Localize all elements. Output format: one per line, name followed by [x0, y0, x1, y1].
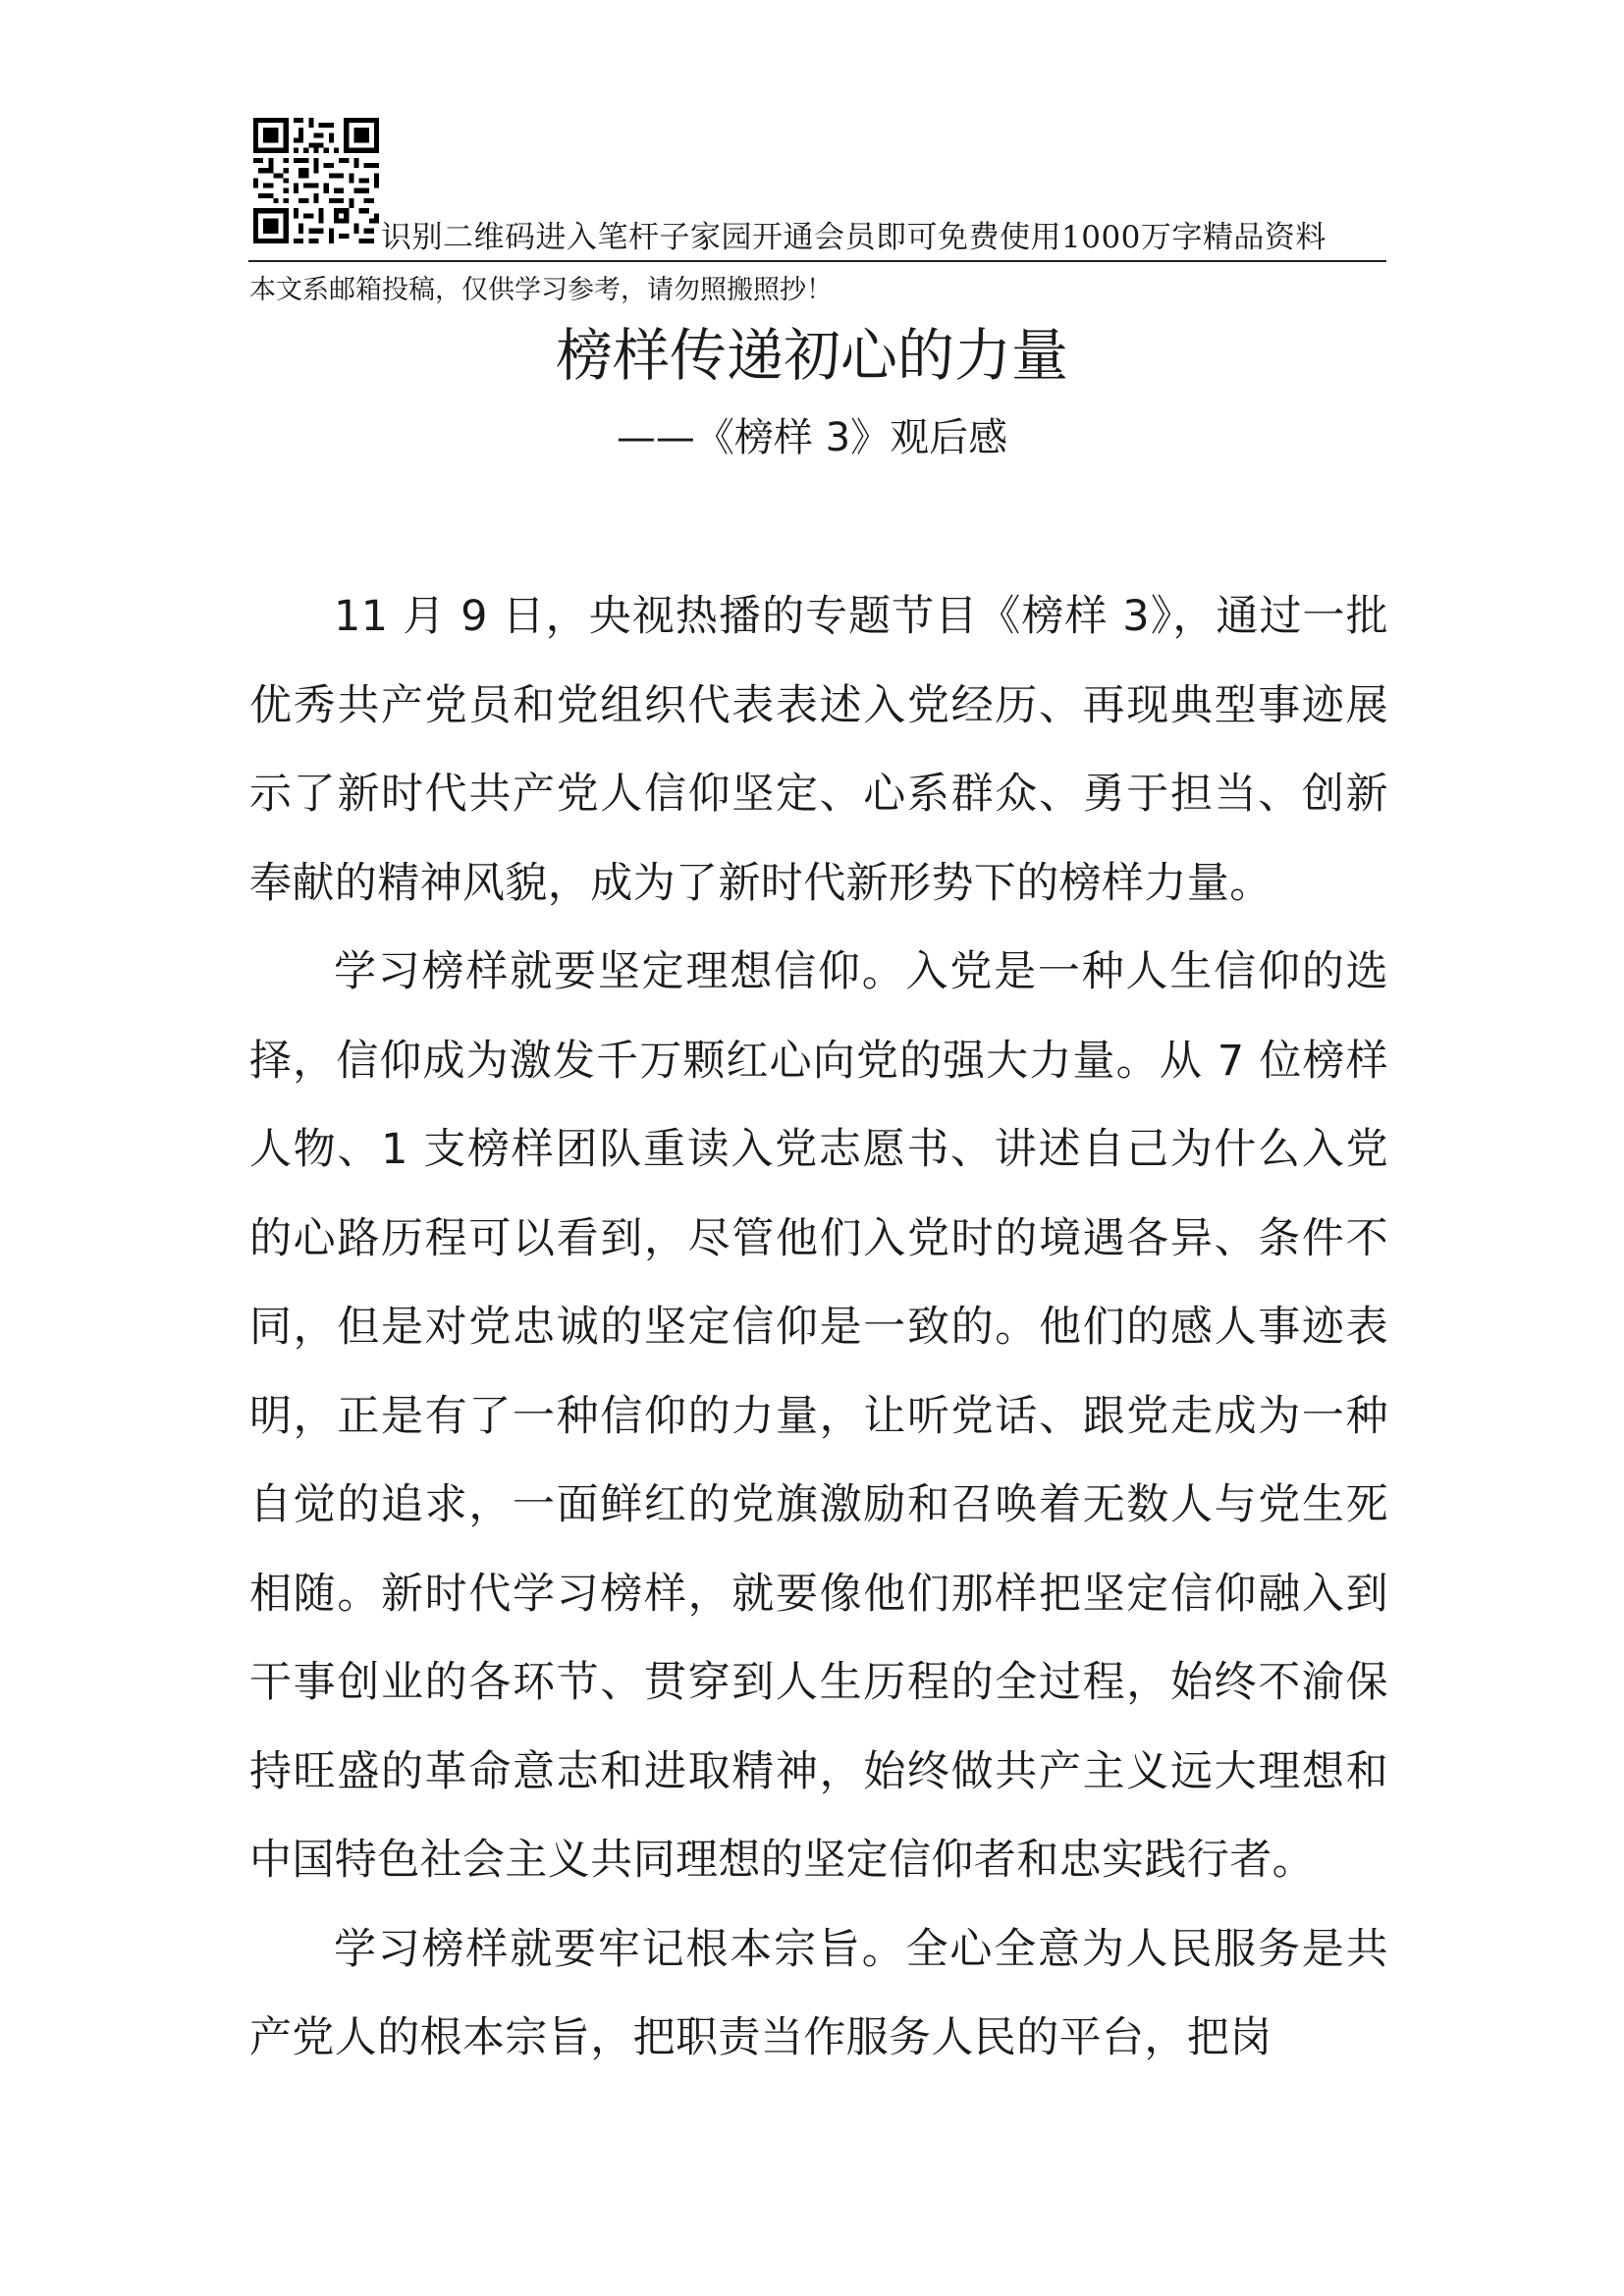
paragraph-1: 11 月 9 日，央视热播的专题节目《榜样 3》，通过一批优秀共产党员和党组织代表表述入党经历、再现典型事迹展示了新时代共产党人信仰坚定、心系群众、勇于担当、创新奉献的精神风貌，成为了新时代新形势下的榜样力量。 [249, 592, 1388, 908]
article-body [249, 572, 1388, 2083]
header-divider [248, 260, 1386, 262]
submission-notice: 本文系邮箱投稿，仅供学习参考，请勿照搬照抄！ [249, 275, 833, 305]
article-subtitle: ——《榜样 3》观后感 [616, 415, 1008, 460]
qr-code-icon [253, 118, 379, 243]
header-banner-text: 识别二维码进入笔杆子家园开通会员即可免费使用1000万字精品资料 [381, 220, 1326, 255]
paragraph-3: 学习榜样就要牢记根本宗旨。全心全意为人民服务是共产党人的根本宗旨，把职责当作服务人民的平台，把岗 [249, 1924, 1388, 2062]
paragraph-2: 学习榜样就要坚定理想信仰。入党是一种人生信仰的选择，信仰成为激发千万颗红心向党的强大力量。从 7 位榜样人物、1 支榜样团队重读入党志愿书、讲述自己为什么入党的心路历程可以看到，尽管他们入党时的境遇各异、条件不同，但是对党忠诚的坚定信仰是一致的。他们的感人事迹表明，正是有了一种信仰的力量，让听党话、跟党走成为一种自觉的追求，一面鲜红的党旗激励和召唤着无数人与党生死相随。新时代学习榜样，就要像他们那样把坚定信仰融入到干事创业的各环节、贯穿到人生历程的全过程，始终不渝保持旺盛的革命意志和进取精神，始终做共产主义远大理想和中国特色社会主义共同理想的坚定信仰者和忠实践行者。 [249, 947, 1388, 1885]
article-title: 榜样传递初心的力量 [555, 322, 1068, 389]
